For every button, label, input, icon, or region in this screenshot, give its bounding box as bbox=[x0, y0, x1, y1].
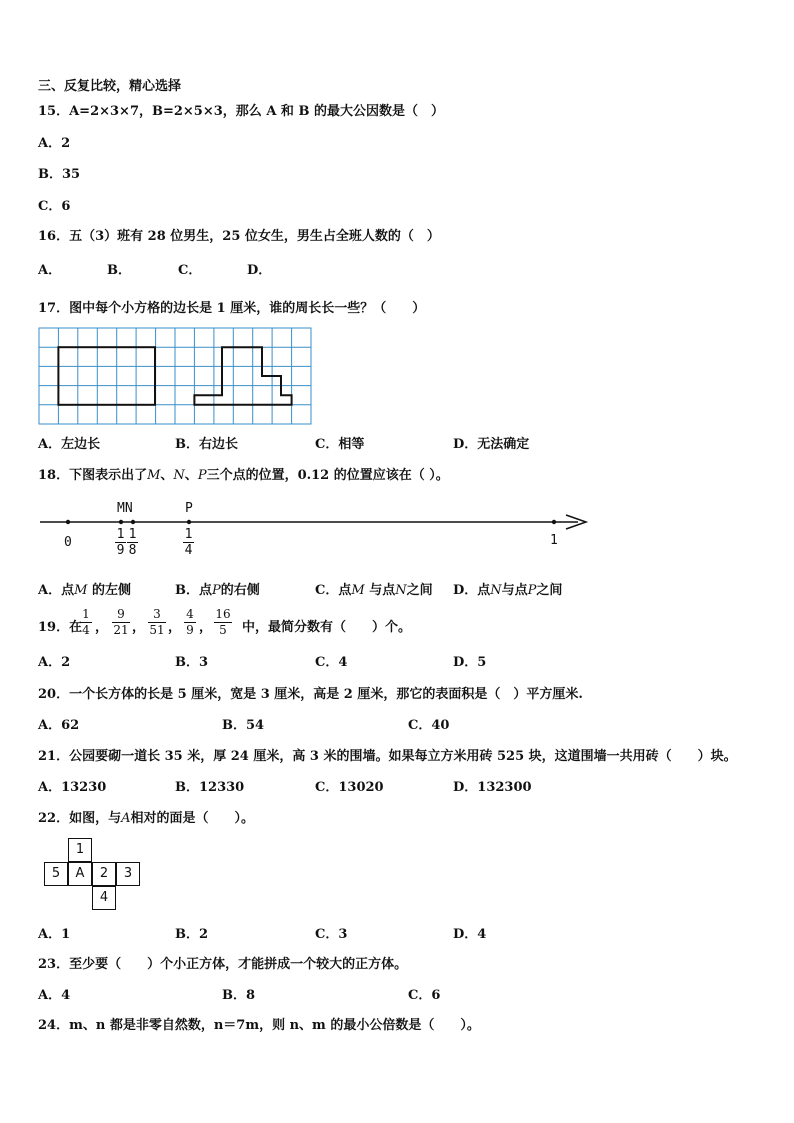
numerator: 1 bbox=[128, 527, 137, 542]
net-face-center: A bbox=[68, 862, 92, 886]
option-mid: 与点 bbox=[369, 583, 396, 598]
point-p bbox=[187, 520, 191, 524]
q16-option-c: C． bbox=[178, 263, 202, 278]
q21-option-a: A．13230 bbox=[38, 780, 107, 795]
label-zero: 0 bbox=[64, 535, 72, 550]
q19-fraction-1 bbox=[80, 608, 92, 637]
point-m bbox=[119, 520, 123, 524]
question-17-stem: 17．图中每个小方格的边长是 1 厘米，谁的周长长一些？（ ） bbox=[38, 301, 426, 316]
question-15-stem: 15．A=2×3×7，B=2×5×3，那么 A 和 B 的最大公因数是（ ） bbox=[38, 104, 444, 119]
grid-figure bbox=[38, 327, 312, 425]
var-m: M bbox=[74, 583, 88, 598]
sep: 、 bbox=[184, 468, 198, 483]
var-p: P bbox=[527, 583, 537, 598]
sep: 、 bbox=[160, 468, 174, 483]
option-tail: 的左侧 bbox=[91, 583, 131, 598]
denominator: 9 bbox=[116, 543, 125, 558]
question-20-stem: 20．一个长方体的长是 5 厘米，宽是 3 厘米，高是 2 厘米，那它的表面积是（ ）平方厘米. bbox=[38, 687, 583, 702]
numerator: 3 bbox=[153, 607, 161, 621]
option-tail: 之间 bbox=[536, 583, 563, 598]
q16-option-b: B． bbox=[107, 263, 131, 278]
q15-option-b: B．35 bbox=[38, 167, 81, 182]
question-18-stem bbox=[38, 468, 449, 484]
q19-fraction-5 bbox=[214, 608, 232, 637]
comma: ， bbox=[132, 620, 146, 635]
q19-option-a: A．2 bbox=[38, 655, 71, 670]
q17-option-a: A．左边长 bbox=[38, 437, 101, 452]
q20-option-b: B．54 bbox=[222, 718, 265, 733]
section-title: 三、反复比较，精心选择 bbox=[38, 79, 182, 94]
var-m: M bbox=[351, 583, 365, 598]
denominator: 8 bbox=[128, 543, 137, 558]
net-face-right-2: 3 bbox=[116, 862, 140, 886]
var-n: N bbox=[490, 583, 502, 598]
q22-option-d: D．4 bbox=[453, 927, 487, 942]
q22-option-a: A．1 bbox=[38, 927, 71, 942]
denominator: 51 bbox=[149, 623, 165, 637]
q16-option-d: D． bbox=[247, 263, 272, 278]
denominator: 4 bbox=[184, 543, 193, 558]
q23-option-c: C．6 bbox=[408, 988, 441, 1003]
denominator: 9 bbox=[186, 623, 194, 637]
option-mid: 与点 bbox=[501, 583, 528, 598]
q18-option-a bbox=[38, 583, 131, 599]
q15-option-a: A．2 bbox=[38, 136, 71, 151]
numerator: 4 bbox=[186, 607, 194, 621]
q16-option-a: A． bbox=[38, 263, 62, 278]
q18-stem-post: 三个点的位置，0.12 的位置应该在（ ）。 bbox=[206, 468, 449, 483]
question-24-stem: 24．m、n 都是非零自然数，n＝7m，则 n、m 的最小公倍数是（ ）。 bbox=[38, 1018, 480, 1033]
q19-fraction-2 bbox=[112, 608, 130, 637]
option-tail: 的右侧 bbox=[220, 583, 260, 598]
right-step-shape bbox=[194, 347, 291, 405]
denominator: 4 bbox=[82, 623, 90, 637]
point-zero bbox=[66, 520, 70, 524]
q19-fraction-3 bbox=[148, 608, 166, 637]
fraction-p bbox=[183, 528, 194, 557]
var-n: N bbox=[395, 583, 407, 598]
question-21-stem: 21．公园要砌一道长 35 米，厚 24 厘米，高 3 米的围墙。如果每立方米用砖 525 块，这道围墙一共用砖（ ）块。 bbox=[38, 749, 737, 764]
numerator: 1 bbox=[82, 607, 90, 621]
q19-fraction-4 bbox=[184, 608, 196, 637]
net-face-right-1: 2 bbox=[92, 862, 116, 886]
comma: ， bbox=[95, 620, 109, 635]
q19-option-c: C．4 bbox=[315, 655, 348, 670]
q23-option-b: B．8 bbox=[222, 988, 256, 1003]
q19-option-b: B．3 bbox=[175, 655, 209, 670]
var-n: N bbox=[173, 468, 185, 483]
numerator: 16 bbox=[215, 607, 231, 621]
q22-option-c: C．3 bbox=[315, 927, 348, 942]
q18-option-d bbox=[453, 583, 562, 599]
denominator: 5 bbox=[219, 623, 227, 637]
denominator: 21 bbox=[113, 623, 129, 637]
label-mn: MN bbox=[117, 501, 133, 516]
q22-stem-post: 相对的面是（ ）。 bbox=[130, 811, 254, 826]
fraction-m bbox=[115, 528, 126, 557]
q22-option-b: B．2 bbox=[175, 927, 209, 942]
q19-stem-pre: 19．在 bbox=[38, 620, 83, 635]
option-prefix: A．点 bbox=[38, 583, 75, 598]
option-tail: 之间 bbox=[406, 583, 433, 598]
label-p: P bbox=[185, 501, 193, 516]
q18-option-c bbox=[315, 583, 433, 599]
option-prefix: B．点 bbox=[175, 583, 212, 598]
q20-option-c: C．40 bbox=[408, 718, 450, 733]
var-p: P bbox=[197, 468, 207, 483]
comma: ， bbox=[168, 620, 182, 635]
q18-stem-pre: 18．下图表示出了 bbox=[38, 468, 148, 483]
net-face-bottom: 4 bbox=[92, 886, 116, 910]
label-one: 1 bbox=[550, 533, 558, 548]
net-face-top: 1 bbox=[68, 838, 92, 862]
option-prefix: C．点 bbox=[315, 583, 352, 598]
q19-stem-post: 中，最简分数有（ ）个。 bbox=[242, 620, 412, 635]
var-m: M bbox=[147, 468, 161, 483]
option-prefix: D．点 bbox=[453, 583, 491, 598]
left-rectangle-shape bbox=[58, 347, 155, 405]
q21-option-b: B．12330 bbox=[175, 780, 245, 795]
q18-option-b bbox=[175, 583, 260, 599]
q17-option-d: D．无法确定 bbox=[453, 437, 530, 452]
q17-option-c: C．相等 bbox=[315, 437, 365, 452]
q21-option-d: D．132300 bbox=[453, 780, 532, 795]
fraction-n bbox=[127, 528, 138, 557]
question-23-stem: 23．至少要（ ）个小正方体，才能拼成一个较大的正方体。 bbox=[38, 957, 408, 972]
var-a: A bbox=[121, 811, 131, 826]
point-n bbox=[131, 520, 135, 524]
numerator: 1 bbox=[184, 527, 193, 542]
q17-option-b: B．右边长 bbox=[175, 437, 238, 452]
numerator: 9 bbox=[117, 607, 125, 621]
q23-option-a: A．4 bbox=[38, 988, 71, 1003]
point-one bbox=[552, 520, 556, 524]
net-face-left: 5 bbox=[44, 862, 68, 886]
q15-option-c: C．6 bbox=[38, 199, 71, 214]
question-22-stem bbox=[38, 811, 254, 827]
var-p: P bbox=[212, 583, 221, 598]
question-16-stem: 16．五（3）班有 28 位男生，25 位女生，男生占全班人数的（ ） bbox=[38, 229, 440, 244]
q22-stem-pre: 22．如图，与 bbox=[38, 811, 122, 826]
comma: ， bbox=[199, 620, 213, 635]
q19-option-d: D．5 bbox=[453, 655, 487, 670]
q21-option-c: C．13020 bbox=[315, 780, 384, 795]
q20-option-a: A．62 bbox=[38, 718, 80, 733]
numerator: 1 bbox=[116, 527, 125, 542]
